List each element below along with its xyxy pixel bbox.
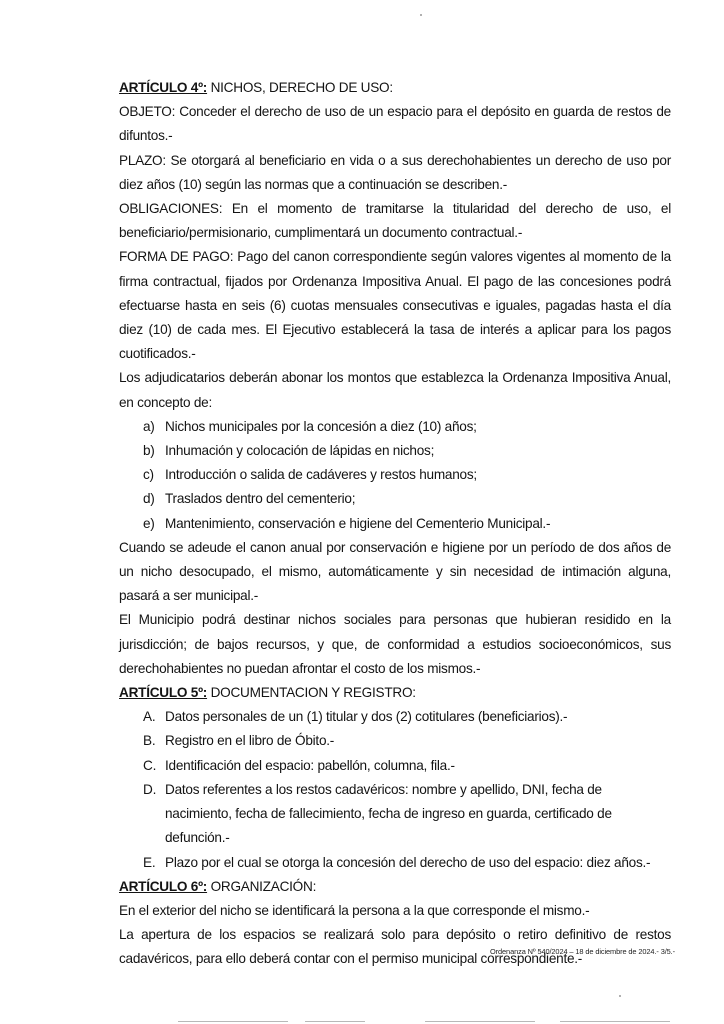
article-4-subject: NICHOS, DERECHO DE USO: [207,80,393,95]
list-marker: C. [143,757,157,773]
article-6-apertura: La apertura de los espacios se realizará solo para depósito o retiro definitivo de restos cadavéricos, para ello deberá contar con el permiso municipal correspondiente.- [119,927,671,967]
article-4-title: ARTÍCULO 4º: [119,80,208,95]
article-4-heading [119,76,671,100]
list-item [119,415,671,439]
list-item [119,705,671,729]
scan-artifact-line [178,1021,288,1022]
list-item-text: Datos referentes a los restos cadavéricos: nombre y apellido, DNI, fecha de nacimiento, fecha de fallecimiento, fecha de ingreso en guarda, certificado de defunción.- [165,781,612,846]
article-4-obligaciones: OBLIGACIONES: En el momento de tramitarse la titularidad del derecho de uso, el beneficiario/permisionario, cumplimentará un documento contractual.- [119,201,671,241]
list-marker: a) [143,418,155,434]
article-4-plazo: PLAZO: Se otorgará al beneficiario en vida o a sus derechohabientes un derecho de uso por diez años (10) según las normas que a continuación se describen.- [119,152,671,192]
article-5-subject: DOCUMENTACION Y REGISTRO: [207,685,416,701]
article-4-adjudicatarios: Los adjudicatarios deberán abonar los montos que establezca la Ordenanza Impositiva Anual, en concepto de: [119,370,671,410]
list-marker: c) [143,467,154,483]
scan-speck [420,14,422,16]
list-item-text: Plazo por el cual se otorga la concesión del derecho de uso del espacio: diez años.- [165,854,651,870]
list-item-text: Introducción o salida de cadáveres y restos humanos; [165,467,477,483]
list-marker: B. [143,733,156,749]
list-item [119,463,671,487]
list-item [119,729,671,753]
scan-artifact-line [425,1021,535,1022]
list-marker: A. [143,709,156,725]
list-marker: D. [143,781,157,797]
article-4-nichos-sociales: El Municipio podrá destinar nichos sociales para personas que hubieran residido en la jurisdicción; de bajos recursos, y que, de conformidad a estudios socioeconómicos, sus derechohabientes no puedan afrontar el costo de los mismos.- [119,612,671,676]
list-item [119,439,671,463]
list-item-text: Mantenimiento, conservación e higiene del Cementerio Municipal.- [165,515,551,531]
article-4-objeto: OBJETO: Conceder el derecho de uso de un espacio para el depósito en guarda de restos de difuntos.- [119,104,671,144]
article-5-heading [119,681,671,705]
article-4-canon-adeudado: Cuando se adeude el canon anual por conservación e higiene por un período de dos años de un nicho desocupado, el mismo, automáticamente y sin necesidad de intimación alguna, pasará a ser municipal.- [119,539,671,604]
list-marker: e) [143,515,155,531]
scan-speck [619,995,621,997]
list-marker: d) [143,491,155,507]
scan-artifact-line [560,1021,670,1022]
list-item-text: Identificación del espacio: pabellón, columna, fila.- [165,757,455,773]
list-marker: b) [143,443,155,459]
scan-artifact-line [305,1021,365,1022]
article-4-forma-de-pago: FORMA DE PAGO: Pago del canon correspondiente según valores vigentes al momento de la firma contractual, fijados por Ordenanza Impositiva Anual. El pago de las concesiones podrá efectuarse hasta en seis (6) cuotas mensuales consecutivas e iguales, pagadas hasta el día diez (10) de cada mes. El Ejecutivo establecerá la tasa de interés a aplicar para los pagos cuotificados.- [119,249,671,362]
list-item-text: Inhumación y colocación de lápidas en nichos; [165,443,435,459]
list-item-text: Registro en el libro de Óbito.- [165,733,335,749]
document-body [119,76,671,972]
list-item [119,754,671,778]
list-item [119,778,671,851]
list-item [119,851,671,875]
article-6-subject: ORGANIZACIÓN: [207,878,317,894]
page-footer: Ordenanza Nº 540/2024 – 18 de diciembre de 2024.- 3/5.- [490,947,675,956]
list-item-text: Nichos municipales por la concesión a diez (10) años; [165,418,477,434]
article-6-identificacion: En el exterior del nicho se identificará la persona a la que corresponde el mismo.- [119,902,590,918]
list-item-text: Traslados dentro del cementerio; [165,491,356,507]
article-5-title: ARTÍCULO 5º: [119,685,208,701]
article-6-heading [119,875,671,899]
list-item-text: Datos personales de un (1) titular y dos (2) cotitulares (beneficiarios).- [165,709,568,725]
list-item [119,487,671,511]
list-marker: E. [143,854,156,870]
article-4-concept-list [119,415,671,536]
article-5-list [119,705,671,874]
article-6-title: ARTÍCULO 6º: [119,878,208,894]
list-item [119,512,671,536]
